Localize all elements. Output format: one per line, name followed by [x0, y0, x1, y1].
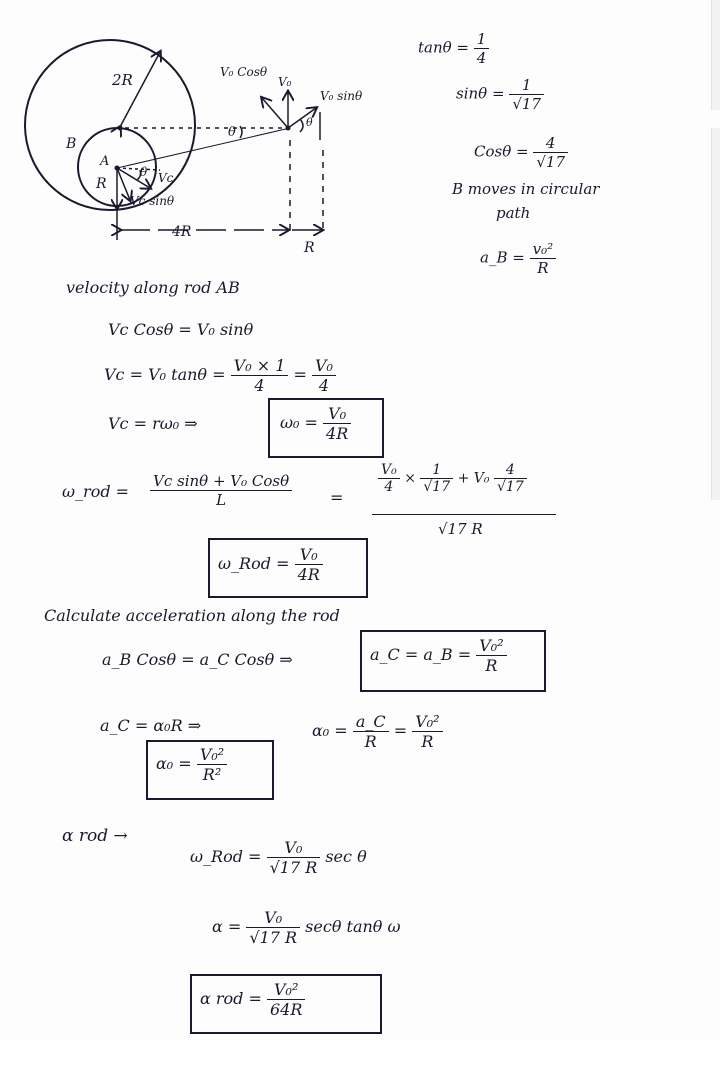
- fraction: $\frac{\text{V₀}}{4R}$: [295, 545, 323, 584]
- fraction: $\frac{\text{V₀}}{4}$: [312, 356, 336, 395]
- label-v0-sin: V₀ sinθ: [320, 89, 363, 103]
- omega-rod-big-num: $\frac{\text{V₀}}{4}$ × $\frac{1}{√17}$ + V₀ $\frac{4}{√17}$: [378, 462, 527, 495]
- acceleration-eq2: a_C = α₀R ⇒: [100, 716, 202, 735]
- omega-rod-fraction: [150, 472, 292, 509]
- omega-rod-lhs: ω_rod =: [62, 482, 130, 501]
- label-2r: 2R: [112, 71, 133, 89]
- fraction: $\frac{\text{V₀²}}{R}$: [476, 636, 506, 675]
- label-theta-big: θ: [228, 125, 236, 140]
- alpha-rod-heading: α rod →: [62, 826, 128, 846]
- label-a: A: [100, 154, 110, 169]
- fraction: $\frac{\text{Vc sinθ + V₀ Cosθ}}{L}$: [150, 472, 292, 509]
- label-theta-right: θ: [306, 116, 313, 129]
- radius-2r-line: [120, 52, 160, 127]
- label-theta-small: θ: [140, 165, 148, 179]
- b-moves-note-cont: path: [496, 204, 531, 222]
- label-v0: V₀: [278, 75, 292, 89]
- b-moves-note: B moves in circular: [452, 180, 600, 198]
- ab-note: a_B = $\frac{\text{v₀²}}{R}$: [480, 240, 556, 277]
- velocity-eq3: Vc = rω₀ ⇒: [108, 414, 198, 433]
- adjacent-page-edge: [711, 128, 720, 500]
- fraction: $\frac{a\_C}{R}$: [353, 712, 389, 751]
- omega-rod-result: ω_Rod = $\frac{\text{V₀}}{4R}$: [218, 545, 323, 584]
- cos-theta-note: Cosθ = $\frac{4}{√17}$: [474, 134, 568, 171]
- fraction: $\frac{1}{√17}$: [420, 462, 453, 495]
- fraction: $\frac{\text{V₀}}{4}$: [378, 462, 400, 495]
- fraction: $\frac{1}{√17}$: [509, 76, 544, 113]
- fraction: $\frac{\text{V₀²}}{R}$: [412, 712, 442, 751]
- fraction: $\frac{4}{√17}$: [494, 462, 527, 495]
- fraction: $\frac{\text{V₀}}{√17 R}$: [246, 908, 300, 947]
- fraction: $\frac{\text{V₀²}}{\text{R²}}$: [197, 745, 227, 784]
- tan-theta-note: tanθ = $\frac{1}{4}$: [418, 30, 489, 67]
- fraction: $\frac{\text{V₀}}{√17 R}$: [267, 838, 321, 877]
- fraction: $\frac{\text{V₀²}}{64R}$: [267, 980, 305, 1019]
- velocity-eq2: Vc = V₀ tanθ = $\frac{\text{V₀ × 1}}{4}$ = $\frac{\text{V₀}}{4}$: [104, 356, 336, 395]
- alpha0-result: α₀ = $\frac{\text{V₀²}}{\text{R²}}$: [156, 745, 227, 784]
- label-r-gap: R: [304, 240, 315, 256]
- omega0-result: ω₀ = $\frac{\text{V₀}}{4R}$: [280, 404, 351, 443]
- label-vc-sin: Vc sinθ: [130, 194, 175, 208]
- alpha-rod-result: α rod = $\frac{\text{V₀²}}{64R}$: [200, 980, 305, 1019]
- fraction: $\frac{\text{V₀ × 1}}{4}$: [231, 356, 289, 395]
- theta-arc-big: [240, 126, 242, 138]
- velocity-heading: velocity along rod AB: [66, 278, 240, 297]
- fraction: $\frac{1}{4}$: [474, 30, 490, 67]
- fraction: $\frac{\text{v₀²}}{R}$: [530, 240, 557, 277]
- v0-cos-arrow: [262, 98, 288, 128]
- omega-rod-eq: =: [330, 488, 344, 507]
- alpha-rod-eq2: α = $\frac{\text{V₀}}{√17 R}$ secθ tanθ ω: [212, 908, 401, 947]
- label-r-small: R: [96, 176, 107, 192]
- omega-rod-big-fraction-bar: [372, 514, 556, 515]
- page-bottom-margin: [0, 1040, 720, 1073]
- rod-line: [117, 128, 290, 168]
- label-vc: Vc: [158, 171, 174, 185]
- mechanism-diagram: [0, 0, 400, 260]
- label-4r: 4R: [172, 224, 192, 240]
- ac-result: a_C = a_B = $\frac{\text{V₀²}}{R}$: [370, 636, 507, 675]
- acceleration-eq1: a_B Cosθ = a_C Cosθ ⇒: [102, 650, 293, 669]
- label-b: B: [66, 136, 77, 152]
- fraction: $\frac{\text{V₀}}{4R}$: [323, 404, 351, 443]
- acceleration-heading: Calculate acceleration along the rod: [44, 606, 340, 625]
- sin-theta-note: sinθ = $\frac{1}{√17}$: [456, 76, 544, 113]
- theta-arc-right: [300, 119, 303, 132]
- vc-dashed: [117, 168, 160, 170]
- omega-rod-big-den: √17 R: [438, 520, 483, 538]
- velocity-eq1: Vc Cosθ = V₀ sinθ: [108, 320, 254, 339]
- label-v0-cos: V₀ Cosθ: [220, 65, 268, 79]
- alpha-rod-eq1: ω_Rod = $\frac{\text{V₀}}{√17 R}$ sec θ: [190, 838, 367, 877]
- fraction: $\frac{4}{√17}$: [533, 134, 568, 171]
- alpha0-eq: α₀ = $\frac{a\_C}{R}$ = $\frac{\text{V₀²}}{R}$: [312, 712, 443, 751]
- adjacent-page-edge: [711, 0, 720, 110]
